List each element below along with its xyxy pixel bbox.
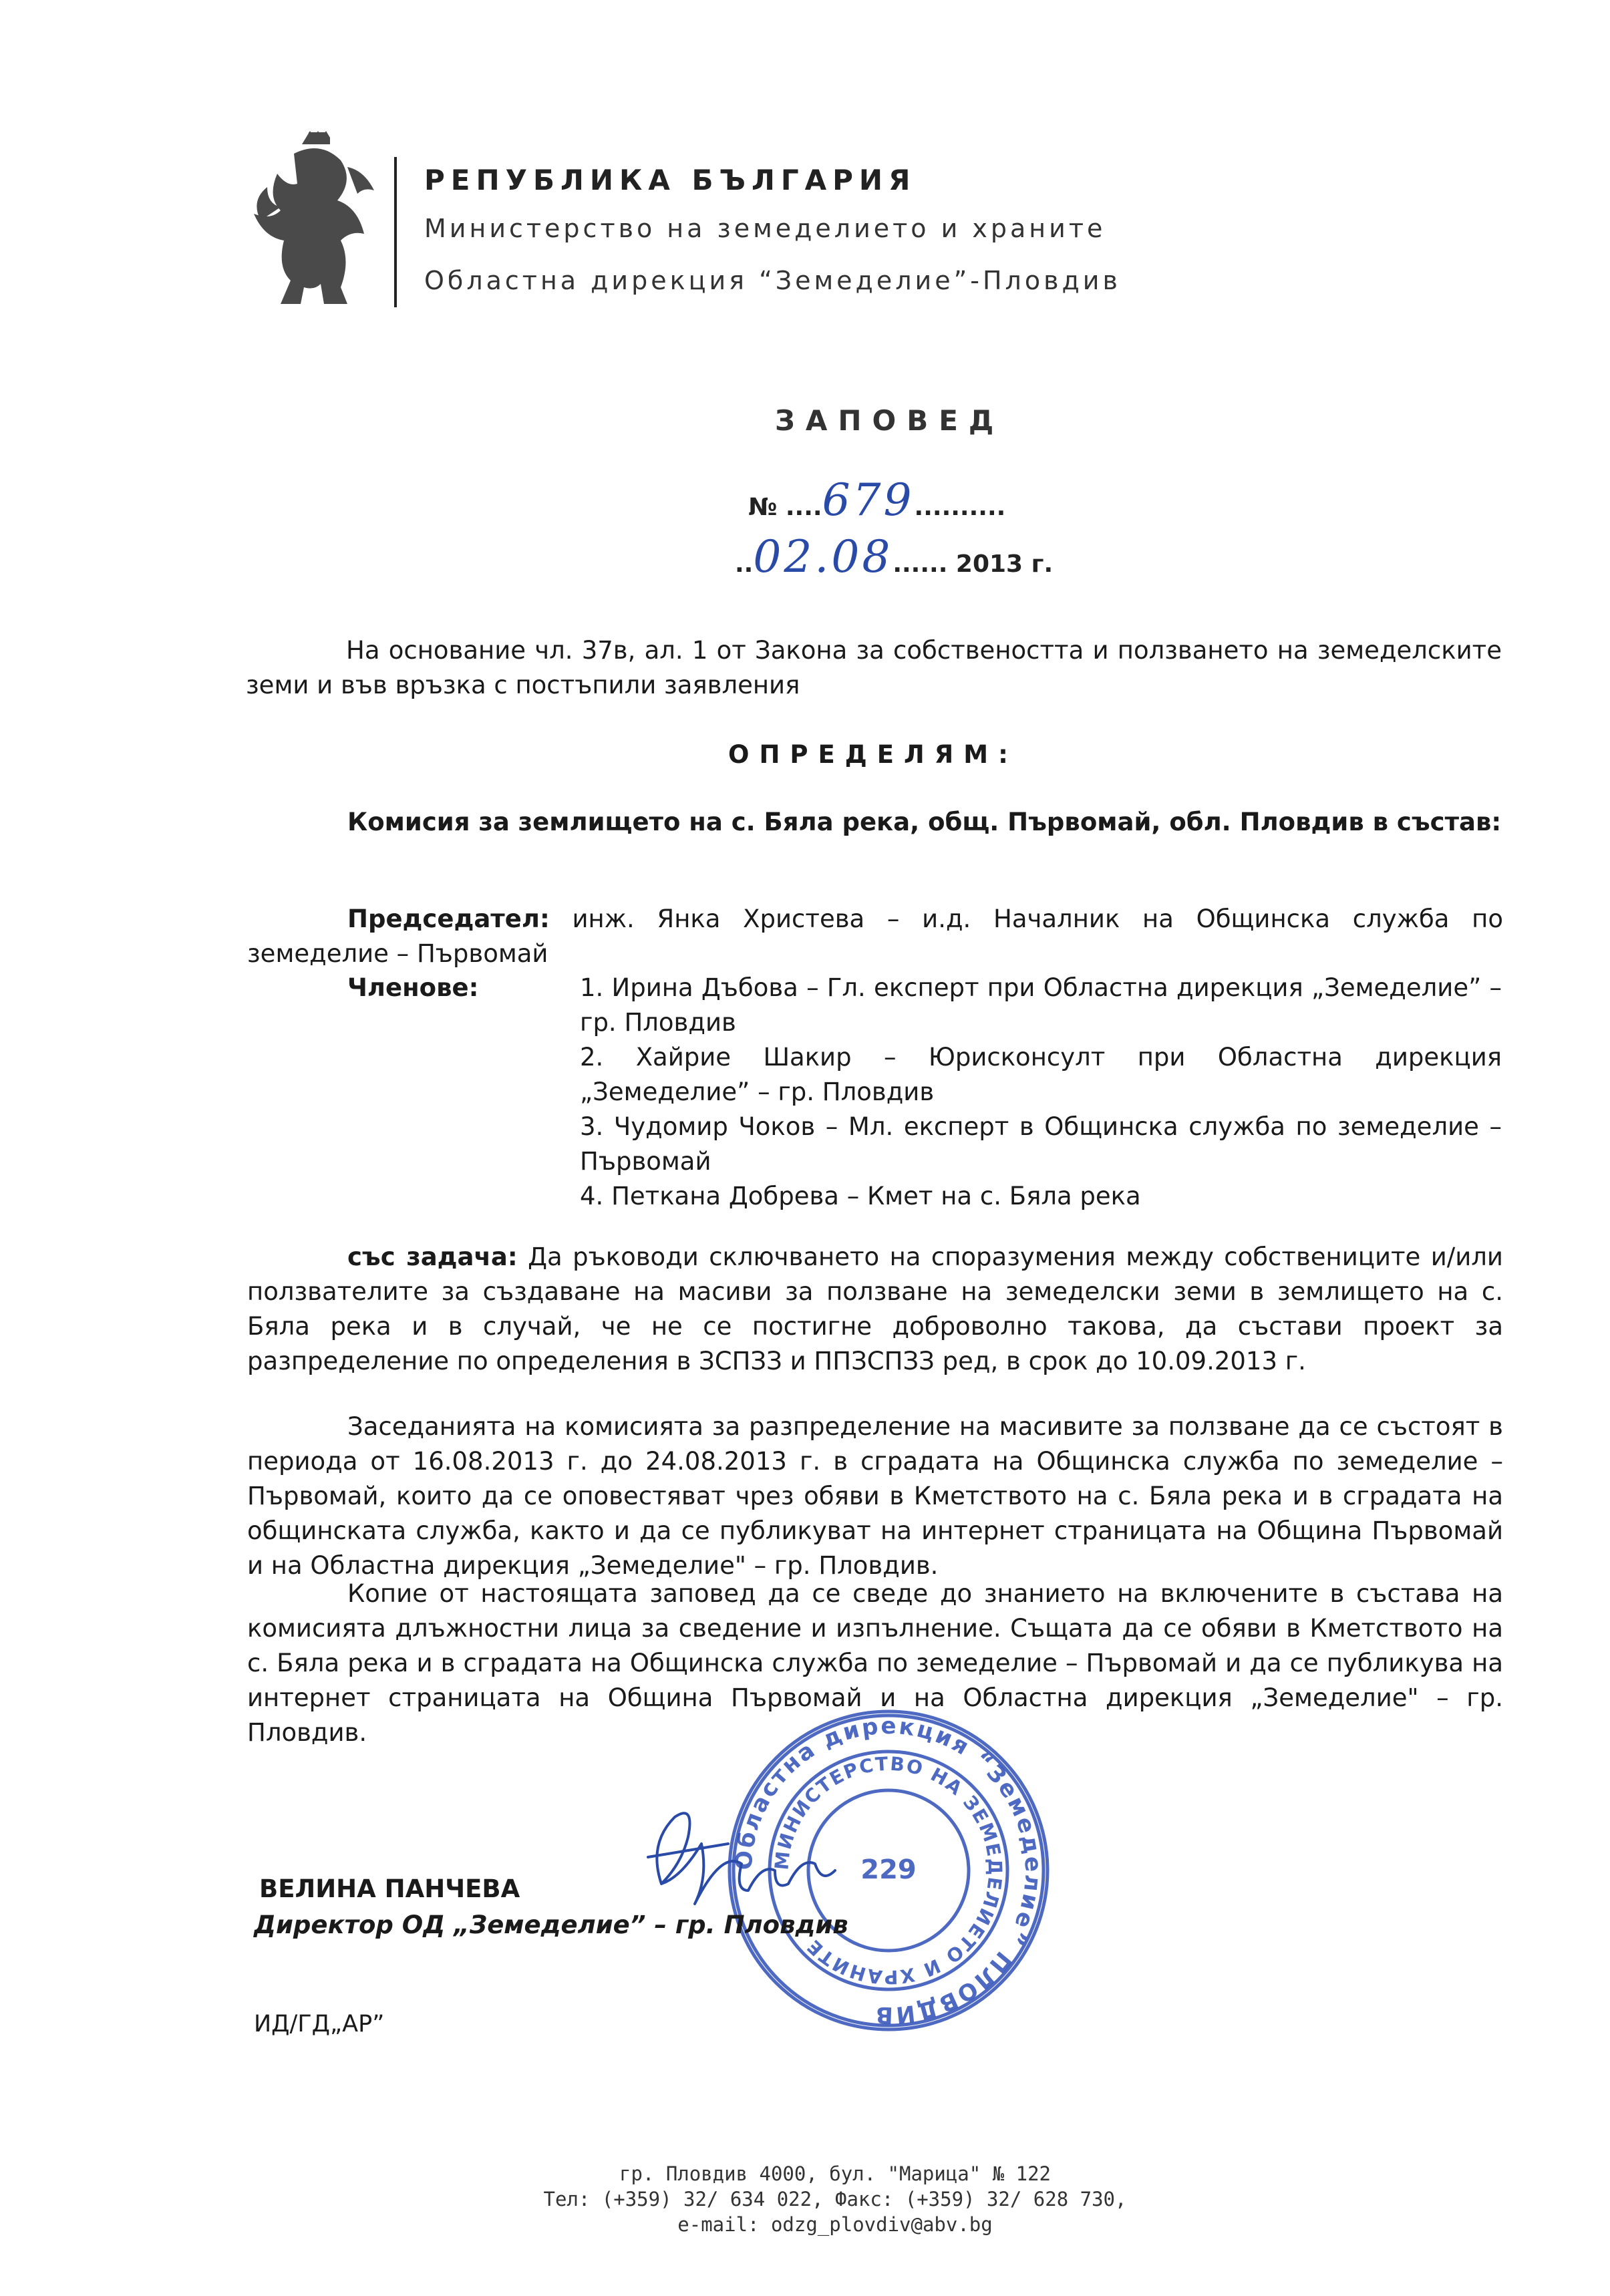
- header-republic: РЕПУБЛИКА БЪЛГАРИЯ: [424, 164, 917, 196]
- order-number-prefix: №: [748, 494, 786, 521]
- order-date-handwritten: 02.08: [753, 531, 893, 583]
- header-directorate: Областна дирекция “Земеделие”-Пловдив: [424, 266, 1121, 295]
- stamp-outer-text: Областна дирекция “Земеделие” ПЛОВДИВ: [730, 1712, 1047, 2029]
- task-paragraph: [247, 1240, 1503, 1379]
- footer-email: e-mail: odzg_plovdiv@abv.bg: [677, 2213, 993, 2236]
- order-date: ..02.08...... 2013 г.: [735, 531, 1054, 583]
- header-ministry: Министерство на земеделието и храните: [424, 214, 1106, 243]
- chair-paragraph: [247, 902, 1503, 971]
- chair-label: Председател:: [347, 905, 550, 933]
- order-title: ЗАПОВЕД: [775, 404, 1005, 437]
- signatory-name: ВЕЛИНА ПАНЧЕВА: [259, 1874, 520, 1903]
- task-text: Да ръководи сключването на споразумения между собствениците и/или ползвателите за създаване на масиви за ползване на земеделски земи в землището на с. Бяла река и в случай, че не се постигне доброволно такова, да състави проект за разпределение по определения в ЗСПЗЗ и ППЗСПЗЗ ред, в срок до 10.09.2013 г.: [247, 1243, 1503, 1375]
- footer-address: гр. Пловдив 4000, бул. "Марица" № 122: [619, 2162, 1051, 2185]
- signatory-title: Директор ОД „Земеделие” – гр. Пловдив: [254, 1911, 848, 1939]
- task-label: със задача:: [347, 1243, 518, 1271]
- list-item: 1. Ирина Дъбова – Гл. експерт при Областна дирекция „Земеделие” – гр. Пловдив: [580, 973, 1502, 1037]
- stamp-inner-text: МИНИСТЕРСТВО НА ЗЕМЕДЕЛИЕТО И ХРАНИТЕ: [770, 1752, 1007, 1989]
- intro-paragraph: На основание чл. 37в, ал. 1 от Закона за собствеността и ползването на земеделските земи и във връзка с постъпили заявления: [246, 636, 1502, 699]
- coat-of-arms-icon: [247, 127, 387, 321]
- footer-contacts: [468, 2161, 1202, 2237]
- order-number: № ....679..........: [748, 474, 1006, 526]
- copy-paragraph: Копие от настоящата заповед да се сведе до знанието на включените в състава на комисията длъжностни лица за сведение и изпълнение. Същата да се обяви в Кметството на с. Бяла река и в сградата на Общинска служба по земеделие – Първомай и да се публикува на интернет страницата на Община Първомай и на Областна дирекция „Земеделие" – гр. Пловдив.: [247, 1579, 1503, 1747]
- list-item: 3. Чудомир Чоков – Мл. експерт в Общинска служба по земеделие – Първомай: [580, 1112, 1502, 1176]
- members-list: [580, 971, 1502, 1214]
- determine-heading: ОПРЕДЕЛЯМ:: [728, 740, 1018, 769]
- order-date-year: 2013 г.: [955, 550, 1054, 578]
- commission-paragraph: Комисия за землището на с. Бяла река, общ. Първомай, обл. Пловдив в състав:: [347, 808, 1502, 836]
- order-number-dots: ..........: [914, 494, 1006, 521]
- sessions-paragraph: Заседанията на комисията за разпределение на масивите за ползване да се състоят в периода от 16.08.2013 г. до 24.08.2013 г. в сградата на Общинска служба по земеделие – Първомай, които да се оповестяват чрез обяви в Кметството на с. Бяла река и в сградата на общинската служба, както и да се публикуват на интернет страницата на Община Първомай и на Областна дирекция „Земеделие" – гр. Пловдив.: [247, 1412, 1503, 1580]
- header-divider: [394, 157, 397, 307]
- initials-note: ИД/ГД„АР”: [254, 2011, 385, 2037]
- members-label: Членове:: [347, 973, 479, 1002]
- chair-text: инж. Янка Христева – и.д. Началник на Общинска служба по земеделие – Първомай: [247, 905, 1503, 968]
- list-item: 2. Хайрие Шакир – Юрисконсулт при Областна дирекция „Земеделие” – гр. Пловдив: [580, 1043, 1502, 1106]
- stamp-number: 229: [860, 1854, 917, 1885]
- list-item: 4. Петкана Добрева – Кмет на с. Бяла река: [580, 1182, 1141, 1210]
- handwritten-signature: [621, 1777, 875, 1931]
- order-number-handwritten: 679: [822, 474, 915, 526]
- footer-phone: Тел: (+359) 32/ 634 022, Факс: (+359) 32/ 628 730,: [543, 2188, 1127, 2210]
